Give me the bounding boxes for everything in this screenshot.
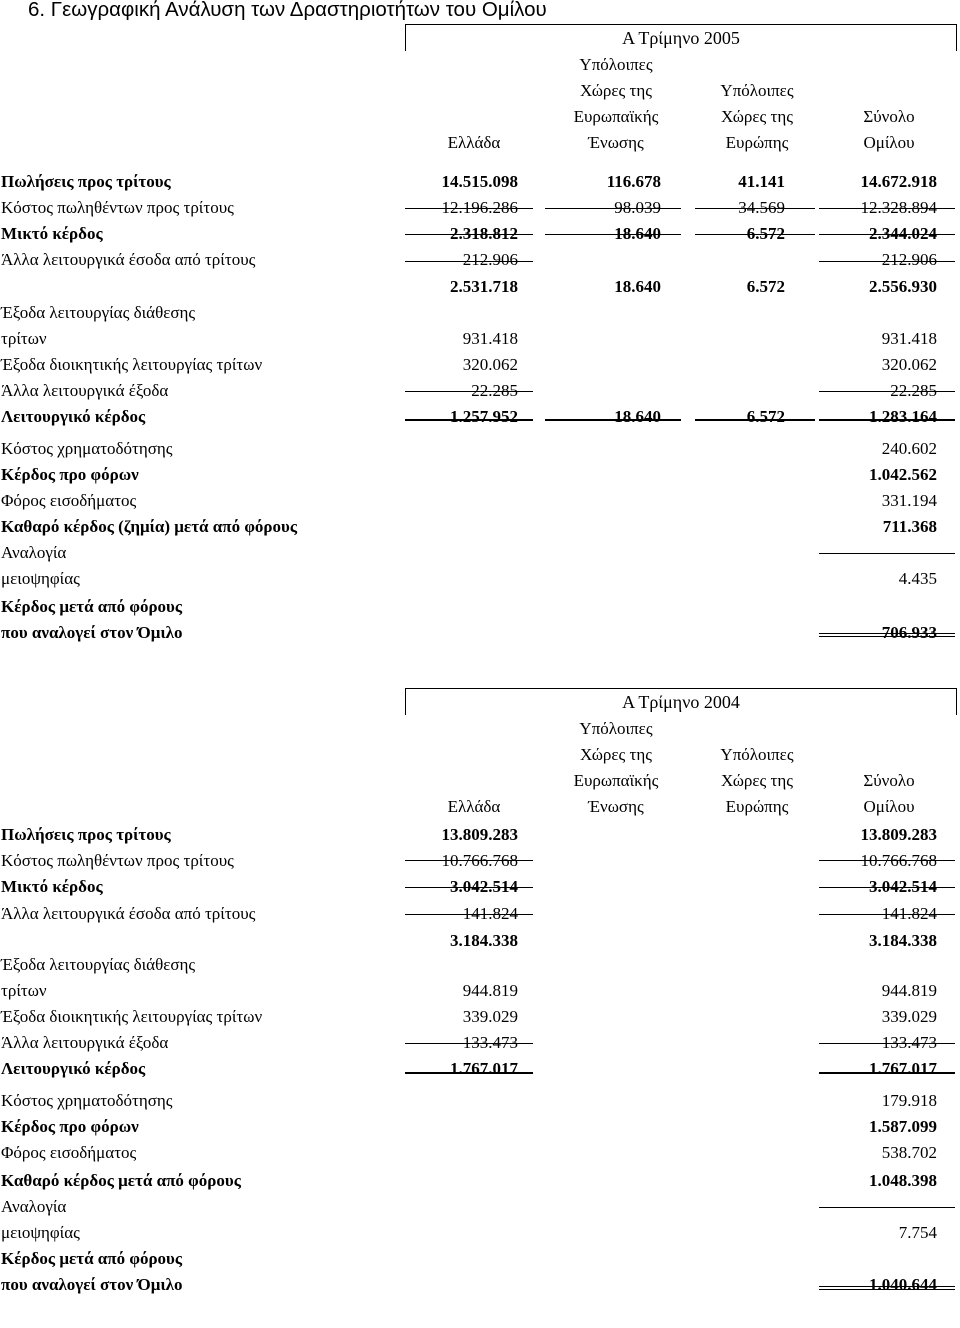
- column-header-line: Ευρωπαϊκής: [573, 771, 659, 790]
- row-label-line: μειοψηφίας: [1, 569, 80, 588]
- row-label: [1, 1030, 168, 1056]
- column-header: [541, 716, 691, 820]
- value-cell: 2.318.812: [450, 224, 518, 243]
- value-cell: 1.040.644: [869, 1275, 937, 1294]
- column-header-line: Ομίλου: [863, 133, 915, 152]
- underline-rule: [819, 633, 955, 637]
- column-header-line: Ένωσης: [588, 133, 644, 152]
- table-row: [0, 1056, 960, 1082]
- underline-rule: [819, 419, 955, 421]
- row-label: [1, 952, 195, 1004]
- row-label-line: Άλλα λειτουργικά έσοδα από τρίτους: [1, 250, 256, 269]
- row-label: [1, 221, 103, 247]
- value-cell: 22.285: [890, 381, 937, 400]
- value-cell: 141.824: [462, 904, 518, 923]
- row-label: [1, 1168, 241, 1194]
- underline-rule: [819, 261, 955, 262]
- value-cell: 14.515.098: [441, 172, 518, 191]
- table-row: [0, 352, 960, 378]
- row-label-line: μειοψηφίας: [1, 1223, 80, 1242]
- underline-rule: [405, 1043, 533, 1044]
- row-label: [1, 436, 173, 462]
- value-cell: 944.819: [462, 981, 518, 1000]
- value-cell: 18.640: [614, 224, 661, 243]
- value-cell: 931.418: [462, 329, 518, 348]
- value-cell: 212.906: [462, 250, 518, 269]
- table-row: [0, 1140, 960, 1166]
- value-cell: 931.418: [881, 329, 937, 348]
- value-cell: 1.767.017: [450, 1059, 518, 1078]
- row-label-line: Έξοδα διοικητικής λειτουργίας τρίτων: [1, 355, 263, 374]
- row-label-line: Φόρος εισοδήματος: [1, 1143, 137, 1162]
- value-cell: 18.640: [614, 277, 661, 296]
- underline-rule: [545, 234, 681, 235]
- row-label-line: Λειτουργικό κέρδος: [1, 407, 146, 426]
- row-label: [1, 488, 136, 514]
- row-label: [1, 1114, 139, 1140]
- column-header: [399, 130, 549, 156]
- value-cell: 13.809.283: [860, 825, 937, 844]
- row-label: [1, 462, 139, 488]
- underline-rule: [819, 860, 955, 861]
- table-row: [0, 404, 960, 430]
- row-label-line: Μικτό κέρδος: [1, 224, 103, 243]
- row-label-line: Πωλήσεις προς τρίτους: [1, 825, 171, 844]
- row-label-line: Λειτουργικό κέρδος: [1, 1059, 146, 1078]
- underline-rule: [819, 1207, 955, 1208]
- column-header-line: Ελλάδα: [447, 797, 501, 816]
- column-header-line: Ένωσης: [588, 797, 644, 816]
- row-label-line: Έξοδα λειτουργίας διάθεσης: [1, 955, 196, 974]
- row-label: [1, 1246, 182, 1298]
- row-label: [1, 1004, 262, 1030]
- row-label-line: Κέρδος μετά από φόρους: [1, 1249, 183, 1268]
- value-cell: 10.766.768: [441, 851, 518, 870]
- underline-rule: [819, 553, 955, 554]
- underline-rule: [819, 391, 955, 392]
- value-cell: 706.933: [881, 623, 937, 642]
- underline-rule: [695, 234, 815, 235]
- value-cell: 1.048.398: [869, 1171, 937, 1190]
- value-cell: 339.029: [881, 1007, 937, 1026]
- value-cell: 18.640: [614, 407, 661, 426]
- row-label: [1, 540, 80, 592]
- row-label-line: Αναλογία: [1, 1197, 67, 1216]
- row-label: [1, 1056, 145, 1082]
- column-header: [399, 794, 549, 820]
- table-q1-2004: [0, 688, 960, 1328]
- row-label-line: Πωλήσεις προς τρίτους: [1, 172, 171, 191]
- column-header-line: Υπόλοιπες: [579, 719, 653, 738]
- value-cell: 22.285: [471, 381, 518, 400]
- row-label-line: τρίτων: [1, 981, 47, 1000]
- row-label-line: Άλλα λειτουργικά έσοδα από τρίτους: [1, 904, 256, 923]
- column-header: [814, 104, 960, 156]
- underline-rule: [405, 391, 533, 392]
- table-row: [0, 436, 960, 462]
- underline-rule: [405, 887, 533, 888]
- table-caption: Α Τρίμηνο 2005: [405, 24, 957, 51]
- row-label: [1, 874, 103, 900]
- column-header: [682, 78, 832, 156]
- value-cell: 34.569: [738, 198, 785, 217]
- underline-rule: [819, 1072, 955, 1074]
- value-cell: 98.039: [614, 198, 661, 217]
- row-label-line: Κέρδος προ φόρων: [1, 1117, 139, 1136]
- table-row: [0, 1197, 960, 1246]
- value-cell: 116.678: [606, 172, 661, 191]
- value-cell: 4.435: [898, 569, 937, 588]
- column-header-line: Χώρες της: [721, 771, 793, 790]
- table-row: [0, 1088, 960, 1114]
- value-cell: 12.196.286: [441, 198, 518, 217]
- table-row: [0, 247, 960, 273]
- value-cell: 1.283.164: [869, 407, 937, 426]
- underline-rule: [819, 1286, 955, 1290]
- row-label-line: Έξοδα λειτουργίας διάθεσης: [1, 303, 196, 322]
- row-label: [1, 300, 195, 352]
- value-cell: 1.767.017: [869, 1059, 937, 1078]
- row-label-line: Κόστος χρηματοδότησης: [1, 439, 173, 458]
- value-cell: 6.572: [746, 224, 785, 243]
- column-header: [682, 742, 832, 820]
- underline-rule: [545, 208, 681, 209]
- row-label: [1, 848, 234, 874]
- column-header-line: Υπόλοιπες: [720, 745, 794, 764]
- row-label: [1, 1140, 136, 1166]
- table-row: [0, 1114, 960, 1140]
- row-label: [1, 822, 171, 848]
- column-header: [541, 52, 691, 156]
- table-row: [0, 462, 960, 488]
- row-label: [1, 404, 145, 430]
- row-label-line: Κόστος πωληθέντων προς τρίτους: [1, 851, 234, 870]
- underline-rule: [819, 914, 955, 915]
- table-row: [0, 543, 960, 592]
- underline-rule: [695, 208, 815, 209]
- underline-rule: [819, 208, 955, 209]
- underline-rule: [405, 234, 533, 235]
- row-label: [1, 1088, 173, 1114]
- value-cell: 711.368: [882, 517, 937, 536]
- row-label-line: Φόρος εισοδήματος: [1, 491, 137, 510]
- row-label-line: που αναλογεί στον Όμιλο: [1, 1275, 183, 1294]
- table-row: [0, 955, 960, 1004]
- column-header: [814, 768, 960, 820]
- value-cell: 3.184.338: [450, 931, 518, 950]
- underline-rule: [819, 234, 955, 235]
- underline-rule: [405, 261, 533, 262]
- row-label-line: Άλλα λειτουργικά έξοδα: [1, 1033, 169, 1052]
- column-header-line: Υπόλοιπες: [579, 55, 653, 74]
- table-row: [0, 514, 960, 540]
- page-title: 6. Γεωγραφική Ανάλυση των Δραστηριοτήτων του Ομίλου: [28, 0, 547, 21]
- value-cell: 14.672.918: [860, 172, 937, 191]
- value-cell: 1.042.562: [869, 465, 937, 484]
- table-row: [0, 848, 960, 874]
- column-header-line: Σύνολο: [863, 771, 915, 790]
- value-cell: 240.602: [881, 439, 937, 458]
- value-cell: 320.062: [881, 355, 937, 374]
- column-header-line: Χώρες της: [580, 81, 652, 100]
- value-cell: 320.062: [462, 355, 518, 374]
- value-cell: 1.257.952: [450, 407, 518, 426]
- table-row: [0, 1168, 960, 1194]
- row-label-line: Αναλογία: [1, 543, 67, 562]
- underline-rule: [405, 208, 533, 209]
- value-cell: 13.809.283: [441, 825, 518, 844]
- value-cell: 2.556.930: [869, 277, 937, 296]
- column-header-line: Χώρες της: [721, 107, 793, 126]
- row-label-line: Κόστος πωληθέντων προς τρίτους: [1, 198, 234, 217]
- value-cell: 133.473: [462, 1033, 518, 1052]
- table-row: [0, 488, 960, 514]
- column-header-line: Χώρες της: [580, 745, 652, 764]
- row-label: [1, 594, 182, 646]
- value-cell: 1.587.099: [869, 1117, 937, 1136]
- value-cell: 944.819: [881, 981, 937, 1000]
- table-row: [0, 303, 960, 352]
- value-cell: 41.141: [738, 172, 785, 191]
- row-label-line: Άλλα λειτουργικά έξοδα: [1, 381, 169, 400]
- value-cell: 3.042.514: [450, 877, 518, 896]
- table-row: [0, 822, 960, 848]
- row-label: [1, 195, 234, 221]
- column-header-line: Ευρώπης: [725, 797, 789, 816]
- column-header-line: Ευρώπης: [725, 133, 789, 152]
- column-header-line: Ελλάδα: [447, 133, 501, 152]
- row-label: [1, 1194, 80, 1246]
- row-label-line: τρίτων: [1, 329, 47, 348]
- row-label: [1, 378, 168, 404]
- underline-rule: [405, 860, 533, 861]
- value-cell: 212.906: [881, 250, 937, 269]
- underline-rule: [405, 419, 533, 421]
- value-cell: 141.824: [881, 904, 937, 923]
- underline-rule: [819, 1043, 955, 1044]
- row-label-line: Καθαρό κέρδος μετά από φόρους: [1, 1171, 241, 1190]
- row-label-line: Κόστος χρηματοδότησης: [1, 1091, 173, 1110]
- value-cell: 6.572: [746, 277, 785, 296]
- row-label: [1, 352, 262, 378]
- table-q1-2005: [0, 24, 960, 664]
- table-row: [0, 1004, 960, 1030]
- row-label-line: Κέρδος μετά από φόρους: [1, 597, 183, 616]
- value-cell: 10.766.768: [860, 851, 937, 870]
- table-row: [0, 1249, 960, 1298]
- row-label: [1, 901, 255, 927]
- underline-rule: [405, 914, 533, 915]
- value-cell: 538.702: [881, 1143, 937, 1162]
- value-cell: 6.572: [746, 407, 785, 426]
- row-label-line: Κέρδος προ φόρων: [1, 465, 139, 484]
- underline-rule: [545, 419, 681, 421]
- value-cell: 12.328.894: [860, 198, 937, 217]
- table-row: [0, 169, 960, 195]
- row-label: [1, 169, 171, 195]
- row-label: [1, 514, 297, 540]
- table-caption: Α Τρίμηνο 2004: [405, 688, 957, 715]
- value-cell: 331.194: [881, 491, 937, 510]
- value-cell: 2.531.718: [450, 277, 518, 296]
- column-header-line: Σύνολο: [863, 107, 915, 126]
- value-cell: 3.042.514: [869, 877, 937, 896]
- row-label-line: που αναλογεί στον Όμιλο: [1, 623, 183, 642]
- column-header-line: Ευρωπαϊκής: [573, 107, 659, 126]
- underline-rule: [695, 419, 815, 421]
- row-label-line: Καθαρό κέρδος (ζημία) μετά από φόρους: [1, 517, 298, 536]
- value-cell: 7.754: [898, 1223, 937, 1242]
- table-row: [0, 928, 960, 954]
- row-label-line: Έξοδα διοικητικής λειτουργίας τρίτων: [1, 1007, 263, 1026]
- table-row: [0, 597, 960, 646]
- value-cell: 2.344.024: [869, 224, 937, 243]
- underline-rule: [405, 1072, 533, 1074]
- value-cell: 133.473: [881, 1033, 937, 1052]
- row-label-line: Μικτό κέρδος: [1, 877, 103, 896]
- value-cell: 3.184.338: [869, 931, 937, 950]
- column-header-line: Υπόλοιπες: [720, 81, 794, 100]
- value-cell: 179.918: [881, 1091, 937, 1110]
- value-cell: 339.029: [462, 1007, 518, 1026]
- column-header-line: Ομίλου: [863, 797, 915, 816]
- underline-rule: [819, 887, 955, 888]
- table-row: [0, 274, 960, 300]
- row-label: [1, 247, 255, 273]
